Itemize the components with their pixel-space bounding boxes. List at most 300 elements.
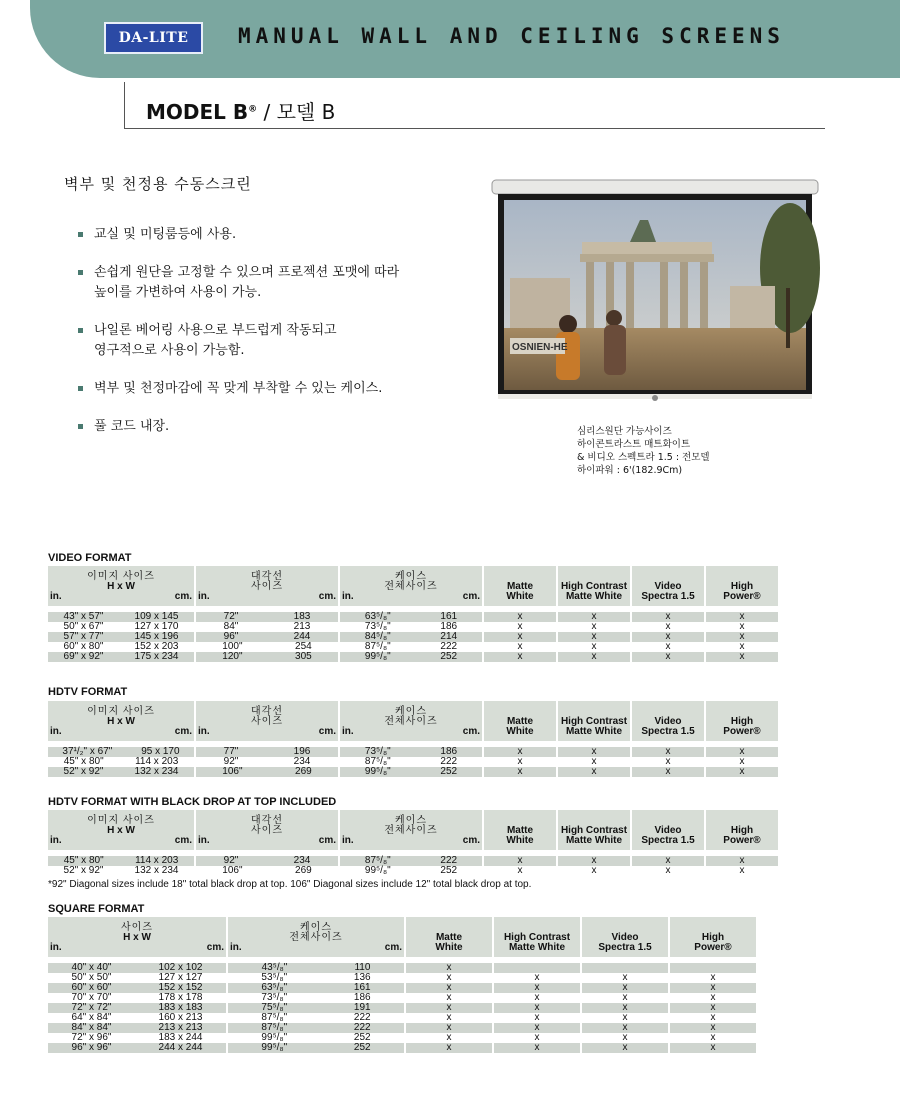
cell-value: 73⁵/₈" bbox=[261, 992, 288, 1003]
availability-cell: x bbox=[558, 856, 630, 866]
video-format-body bbox=[48, 606, 778, 662]
availability-cell: x bbox=[484, 632, 556, 642]
availability-cell: x bbox=[670, 1003, 756, 1013]
col-case bbox=[340, 810, 482, 850]
table-cell bbox=[196, 747, 338, 757]
table-cell bbox=[340, 612, 482, 622]
col-high-power: High Power® bbox=[670, 917, 756, 957]
availability-cell: x bbox=[484, 642, 556, 652]
col-size bbox=[48, 917, 226, 957]
feature-text: 교실 및 미팅룸등에 사용. bbox=[94, 227, 237, 242]
square-bullet-icon bbox=[78, 270, 83, 275]
cell-value: 191 bbox=[353, 1002, 371, 1013]
cell-value: 84" bbox=[223, 621, 239, 632]
col-matte-white: Matte White bbox=[484, 566, 556, 606]
table-cell bbox=[228, 993, 404, 1003]
cell-value: 213 x 213 bbox=[158, 1022, 203, 1033]
availability-cell: x bbox=[558, 612, 630, 622]
cell-value: 305 bbox=[295, 651, 312, 662]
cell-value: 252 bbox=[440, 865, 458, 876]
table-cell bbox=[228, 983, 404, 993]
availability-cell: x bbox=[406, 1033, 492, 1043]
cell-value: 92" bbox=[223, 855, 239, 866]
page-header-title: MANUAL WALL AND CEILING SCREENS bbox=[238, 24, 785, 48]
cell-value: 136 bbox=[353, 972, 371, 983]
col-high-power: High Power® bbox=[706, 701, 778, 741]
availability-cell: x bbox=[484, 767, 556, 777]
availability-cell: x bbox=[706, 622, 778, 632]
cell-value: 161 bbox=[353, 982, 371, 993]
cell-value: 64" x 84" bbox=[71, 1012, 112, 1023]
cell-value: 43" x 57" bbox=[63, 611, 104, 622]
cell-value: 63⁵/₈" bbox=[364, 611, 391, 622]
cell-value: 132 x 234 bbox=[134, 865, 179, 876]
availability-cell: x bbox=[670, 993, 756, 1003]
availability-cell: x bbox=[558, 747, 630, 757]
cell-value: 252 bbox=[353, 1042, 371, 1053]
cell-value: 73⁵/₈" bbox=[364, 746, 391, 757]
availability-cell: x bbox=[494, 1043, 580, 1053]
table-cell bbox=[196, 757, 338, 767]
feature-item bbox=[78, 417, 498, 437]
header-label: H x W bbox=[123, 932, 151, 943]
header-label: in. bbox=[342, 726, 354, 737]
section-title-square: SQUARE FORMAT bbox=[48, 903, 145, 915]
cell-value: 106" bbox=[222, 865, 243, 876]
col-high-contrast: High Contrast Matte White bbox=[558, 566, 630, 606]
col-video-spectra: Video Spectra 1.5 bbox=[582, 917, 668, 957]
feature-text: 나일론 베어링 사용으로 부드럽게 작동되고 영구적으로 사용이 가능함. bbox=[94, 323, 337, 358]
cell-value: 252 bbox=[440, 766, 458, 777]
availability-cell: x bbox=[582, 1033, 668, 1043]
availability-cell: x bbox=[484, 652, 556, 662]
cell-value: 43⁵/₈" bbox=[261, 962, 288, 973]
table-row bbox=[48, 1003, 756, 1013]
cell-value: 269 bbox=[295, 865, 312, 876]
availability-cell: x bbox=[406, 1023, 492, 1033]
cell-value: 87⁵/₈" bbox=[261, 1012, 288, 1023]
cell-value: 57" x 77" bbox=[63, 631, 104, 642]
cell-value: 213 bbox=[293, 621, 311, 632]
cell-value: 269 bbox=[295, 766, 312, 777]
cell-value: 244 bbox=[293, 631, 311, 642]
availability-cell: x bbox=[494, 1033, 580, 1043]
availability-cell: x bbox=[670, 1023, 756, 1033]
availability-cell: x bbox=[494, 983, 580, 993]
table-row bbox=[48, 1013, 756, 1023]
section-title-video: VIDEO FORMAT bbox=[48, 552, 132, 564]
cell-value: 109 x 145 bbox=[134, 611, 179, 622]
header-label: cm. bbox=[174, 591, 192, 602]
cell-value: 72" x 72" bbox=[71, 1002, 112, 1013]
square-bullet-icon bbox=[78, 232, 83, 237]
table-row bbox=[48, 993, 756, 1003]
availability-cell: x bbox=[670, 1013, 756, 1023]
table-cell bbox=[228, 1003, 404, 1013]
cell-value: 96" x 96" bbox=[71, 1042, 112, 1053]
availability-cell: x bbox=[670, 973, 756, 983]
cell-value: 127 x 127 bbox=[158, 972, 203, 983]
header-label: in. bbox=[50, 835, 62, 846]
availability-cell: x bbox=[582, 983, 668, 993]
table-cell bbox=[340, 866, 482, 876]
table-row bbox=[48, 767, 778, 777]
table-cell bbox=[196, 866, 338, 876]
header-label: cm. bbox=[206, 942, 224, 953]
col-video-spectra: Video Spectra 1.5 bbox=[632, 810, 704, 850]
cell-value: 87⁵/₈" bbox=[364, 855, 391, 866]
availability-cell: x bbox=[706, 757, 778, 767]
availability-cell: x bbox=[484, 747, 556, 757]
hdtv-format-body bbox=[48, 741, 778, 777]
cell-value: 234 bbox=[293, 756, 311, 767]
availability-cell: x bbox=[632, 757, 704, 767]
header-label: in. bbox=[198, 726, 210, 737]
cell-value: 120" bbox=[222, 651, 243, 662]
table-cell bbox=[196, 612, 338, 622]
feature-list bbox=[78, 225, 498, 455]
availability-cell: x bbox=[670, 983, 756, 993]
table-cell bbox=[48, 652, 194, 662]
header-label: in. bbox=[342, 591, 354, 602]
cell-value: 75⁵/₈" bbox=[261, 1002, 288, 1013]
col-case bbox=[228, 917, 404, 957]
col-high-power: High Power® bbox=[706, 810, 778, 850]
header-label: cm. bbox=[384, 942, 402, 953]
square-bullet-icon bbox=[78, 424, 83, 429]
availability-cell: x bbox=[582, 973, 668, 983]
availability-cell: x bbox=[706, 642, 778, 652]
cell-value: 222 bbox=[353, 1022, 371, 1033]
model-korean: / 모델 B bbox=[257, 100, 336, 124]
col-high-contrast: High Contrast Matte White bbox=[558, 810, 630, 850]
col-diagonal bbox=[196, 566, 338, 606]
availability-cell: x bbox=[494, 1013, 580, 1023]
registered-mark: ® bbox=[248, 104, 258, 115]
col-diagonal bbox=[196, 701, 338, 741]
header-label: 케이스 전체사이즈 bbox=[384, 706, 438, 727]
availability-cell: x bbox=[406, 1043, 492, 1053]
table-cell bbox=[196, 642, 338, 652]
cell-value: 244 x 244 bbox=[158, 1042, 203, 1053]
col-case bbox=[340, 701, 482, 741]
cell-value: 222 bbox=[440, 641, 458, 652]
availability-cell: x bbox=[582, 1013, 668, 1023]
availability-cell: x bbox=[632, 866, 704, 876]
table-row bbox=[48, 963, 756, 973]
cell-value: 72" x 96" bbox=[71, 1032, 112, 1043]
header-label: in. bbox=[230, 942, 242, 953]
header-label: 케이스 전체사이즈 bbox=[384, 571, 438, 592]
table-row bbox=[48, 1033, 756, 1043]
availability-cell: x bbox=[582, 1043, 668, 1053]
col-video-spectra: Video Spectra 1.5 bbox=[632, 701, 704, 741]
cell-value: 84⁵/₈" bbox=[364, 631, 391, 642]
cell-value: 53⁵/₈" bbox=[261, 972, 288, 983]
cell-value: 96" bbox=[223, 631, 239, 642]
cell-value: 152 x 152 bbox=[158, 982, 203, 993]
cell-value: 60" x 80" bbox=[63, 641, 104, 652]
cell-value: 50" x 67" bbox=[63, 621, 104, 632]
header-label: cm. bbox=[174, 835, 192, 846]
cell-value: 52" x 92" bbox=[63, 865, 104, 876]
availability-cell: x bbox=[582, 993, 668, 1003]
availability-cell: x bbox=[484, 622, 556, 632]
table-cell bbox=[48, 1043, 226, 1053]
availability-cell: x bbox=[406, 993, 492, 1003]
availability-cell: x bbox=[558, 622, 630, 632]
table-row bbox=[48, 866, 778, 876]
cell-value: 214 bbox=[440, 631, 458, 642]
table-cell bbox=[340, 856, 482, 866]
square-bullet-icon bbox=[78, 328, 83, 333]
footnote: *92" Diagonal sizes include 18" total black drop at top. 106" Diagonal sizes include 12" total black drop at top. bbox=[48, 879, 532, 890]
availability-cell: x bbox=[558, 632, 630, 642]
cell-value: 127 x 170 bbox=[134, 621, 179, 632]
cell-value: 152 x 203 bbox=[134, 641, 179, 652]
availability-cell: x bbox=[706, 856, 778, 866]
availability-cell: x bbox=[632, 767, 704, 777]
cell-value: 87⁵/₈" bbox=[261, 1022, 288, 1033]
da-lite-logo: DA-LITE bbox=[104, 22, 203, 54]
availability-cell: x bbox=[484, 757, 556, 767]
table-cell bbox=[48, 767, 194, 777]
availability-cell: x bbox=[582, 1023, 668, 1033]
cell-value: 99⁵/₈" bbox=[364, 865, 391, 876]
cell-value: 73⁵/₈" bbox=[364, 621, 391, 632]
availability-cell: x bbox=[494, 1003, 580, 1013]
availability-cell: x bbox=[494, 1023, 580, 1033]
feature-text: 벽부 및 천정마감에 꼭 맞게 부착할 수 있는 케이스. bbox=[94, 381, 383, 396]
availability-cell: x bbox=[406, 1013, 492, 1023]
availability-cell: x bbox=[494, 993, 580, 1003]
table-cell bbox=[340, 767, 482, 777]
table-cell bbox=[228, 963, 404, 973]
col-matte-white: Matte White bbox=[484, 810, 556, 850]
table-cell bbox=[196, 652, 338, 662]
cell-value: 161 bbox=[440, 611, 458, 622]
cell-value: 87⁵/₈" bbox=[364, 641, 391, 652]
header-label: 케이스 전체사이즈 bbox=[384, 815, 438, 836]
screen-product-photo bbox=[490, 178, 820, 403]
table-cell bbox=[340, 652, 482, 662]
availability-cell: x bbox=[494, 973, 580, 983]
header-label: in. bbox=[50, 942, 62, 953]
square-format-table bbox=[46, 917, 758, 1053]
availability-cell: x bbox=[632, 652, 704, 662]
cell-value: 99⁵/₈" bbox=[364, 766, 391, 777]
cell-value: 60" x 60" bbox=[71, 982, 112, 993]
header-label: cm. bbox=[318, 591, 336, 602]
cell-value: 178 x 178 bbox=[158, 992, 203, 1003]
cell-value: 95 x 170 bbox=[141, 746, 180, 757]
cell-value: 145 x 196 bbox=[134, 631, 179, 642]
header-label: cm. bbox=[318, 835, 336, 846]
table-row bbox=[48, 652, 778, 662]
cell-value: 114 x 203 bbox=[135, 756, 179, 767]
availability-cell: x bbox=[406, 963, 492, 973]
hdtv-format-table bbox=[46, 701, 780, 777]
col-diagonal bbox=[196, 810, 338, 850]
header-label: 대각선 사이즈 bbox=[251, 815, 283, 836]
header-label: in. bbox=[198, 835, 210, 846]
availability-cell: x bbox=[582, 1003, 668, 1013]
cell-value: 196 bbox=[293, 746, 311, 757]
col-image-size bbox=[48, 566, 194, 606]
table-cell bbox=[228, 973, 404, 983]
availability-cell: x bbox=[706, 652, 778, 662]
table-cell bbox=[228, 1023, 404, 1033]
header-label: H x W bbox=[107, 716, 135, 727]
table-cell bbox=[196, 632, 338, 642]
cell-value: 183 bbox=[293, 611, 311, 622]
availability-cell: x bbox=[670, 1033, 756, 1043]
availability-cell: x bbox=[484, 856, 556, 866]
table-row bbox=[48, 973, 756, 983]
hdtv-drop-body bbox=[48, 850, 778, 876]
cell-value: 77" bbox=[223, 746, 239, 757]
cell-value: 102 x 102 bbox=[158, 962, 203, 973]
table-cell bbox=[340, 622, 482, 632]
availability-cell: x bbox=[706, 767, 778, 777]
header-label: cm. bbox=[174, 726, 192, 737]
availability-cell: x bbox=[406, 983, 492, 993]
header-label: in. bbox=[342, 835, 354, 846]
header-label: 이미지 사이즈 bbox=[87, 815, 155, 826]
model-title bbox=[146, 96, 335, 125]
feature-item bbox=[78, 263, 498, 303]
availability-cell: x bbox=[706, 612, 778, 622]
availability-cell: x bbox=[632, 856, 704, 866]
table-cell bbox=[48, 866, 194, 876]
cell-value: 99⁵/₈" bbox=[261, 1042, 288, 1053]
header-label: cm. bbox=[318, 726, 336, 737]
availability-cell: x bbox=[558, 767, 630, 777]
cell-value: 37¹/₂" x 67" bbox=[62, 746, 113, 757]
cell-value: 87⁵/₈" bbox=[364, 756, 391, 767]
table-cell bbox=[196, 767, 338, 777]
model-name: MODEL B bbox=[146, 100, 249, 124]
availability-cell: x bbox=[706, 747, 778, 757]
col-high-contrast: High Contrast Matte White bbox=[558, 701, 630, 741]
availability-cell: x bbox=[632, 747, 704, 757]
table-cell bbox=[340, 757, 482, 767]
cell-value: 69" x 92" bbox=[63, 651, 104, 662]
header-label: cm. bbox=[462, 835, 480, 846]
header-label: 대각선 사이즈 bbox=[251, 571, 283, 592]
header-label: cm. bbox=[462, 591, 480, 602]
cell-value: 186 bbox=[440, 746, 458, 757]
cell-value: 252 bbox=[353, 1032, 371, 1043]
header-label: H x W bbox=[107, 581, 135, 592]
cell-value: 234 bbox=[293, 855, 311, 866]
availability-cell: x bbox=[406, 1003, 492, 1013]
cell-value: 84" x 84" bbox=[71, 1022, 112, 1033]
hdtv-drop-table bbox=[46, 810, 780, 876]
availability-cell: x bbox=[670, 1043, 756, 1053]
cell-value: 186 bbox=[353, 992, 371, 1003]
cell-value: 70" x 70" bbox=[71, 992, 112, 1003]
header-label: 대각선 사이즈 bbox=[251, 706, 283, 727]
cell-value: 40" x 40" bbox=[71, 962, 112, 973]
product-subtitle: 벽부 및 천정용 수동스크린 bbox=[64, 175, 252, 193]
feature-text: 손쉽게 원단을 고정할 수 있으며 프로젝션 포맷에 따라 높이를 가변하여 사용이 가능. bbox=[94, 265, 400, 300]
col-image-size bbox=[48, 701, 194, 741]
cell-value: 45" x 80" bbox=[63, 855, 104, 866]
col-video-spectra: Video Spectra 1.5 bbox=[632, 566, 704, 606]
cell-value: 92" bbox=[223, 756, 239, 767]
table-cell bbox=[228, 1013, 404, 1023]
header-label: 케이스 전체사이즈 bbox=[289, 922, 343, 943]
col-high-contrast: High Contrast Matte White bbox=[494, 917, 580, 957]
col-matte-white: Matte White bbox=[484, 701, 556, 741]
availability-cell: x bbox=[558, 642, 630, 652]
col-high-power: High Power® bbox=[706, 566, 778, 606]
availability-cell: x bbox=[632, 612, 704, 622]
availability-cell: x bbox=[632, 642, 704, 652]
cell-value: 175 x 234 bbox=[134, 651, 179, 662]
cell-value: 183 x 244 bbox=[158, 1032, 203, 1043]
cell-value: 110 bbox=[354, 962, 371, 973]
header-label: in. bbox=[198, 591, 210, 602]
feature-text: 풀 코드 내장. bbox=[94, 419, 170, 434]
feature-item bbox=[78, 321, 498, 361]
header-label: H x W bbox=[107, 825, 135, 836]
cell-value: 183 x 183 bbox=[158, 1002, 203, 1013]
availability-cell: x bbox=[706, 632, 778, 642]
photo-caption: 심리스원단 가능사이즈 하이콘트라스트 매트화이트 & 비디오 스펙트라 1.5 : 전모델 하이파워 : 6'(182.9Cm) bbox=[577, 426, 710, 476]
availability-cell: x bbox=[484, 612, 556, 622]
square-format-body bbox=[48, 957, 756, 1053]
table-cell bbox=[196, 856, 338, 866]
cell-value: 160 x 213 bbox=[158, 1012, 203, 1023]
cell-value: 99⁵/₈" bbox=[261, 1032, 288, 1043]
header-label: in. bbox=[50, 726, 62, 737]
table-row bbox=[48, 1043, 756, 1053]
table-cell bbox=[196, 622, 338, 632]
availability-cell: x bbox=[406, 973, 492, 983]
cell-value: 114 x 203 bbox=[135, 855, 179, 866]
cell-value: 99⁵/₈" bbox=[364, 651, 391, 662]
col-image-size bbox=[48, 810, 194, 850]
cell-value: 50" x 50" bbox=[71, 972, 112, 983]
cell-value: 52" x 92" bbox=[63, 766, 104, 777]
availability-cell: x bbox=[632, 622, 704, 632]
availability-cell: x bbox=[632, 632, 704, 642]
feature-item bbox=[78, 225, 498, 245]
section-title-hdtv-drop: HDTV FORMAT WITH BLACK DROP AT TOP INCLUDED bbox=[48, 796, 337, 808]
table-cell bbox=[228, 1033, 404, 1043]
table-cell bbox=[228, 1043, 404, 1053]
feature-item bbox=[78, 379, 498, 399]
cell-value: 132 x 234 bbox=[134, 766, 179, 777]
section-title-hdtv: HDTV FORMAT bbox=[48, 686, 128, 698]
video-format-table bbox=[46, 566, 780, 662]
header-label: 사이즈 bbox=[121, 922, 153, 933]
cell-value: 186 bbox=[440, 621, 458, 632]
table-row bbox=[48, 983, 756, 993]
cell-value: 45" x 80" bbox=[63, 756, 104, 767]
table-cell bbox=[340, 747, 482, 757]
cell-value: 222 bbox=[353, 1012, 371, 1023]
cell-value: 252 bbox=[440, 651, 458, 662]
cell-value: 100" bbox=[222, 641, 243, 652]
cell-value: 254 bbox=[295, 641, 312, 652]
cell-value: 222 bbox=[440, 756, 458, 767]
table-cell bbox=[340, 642, 482, 652]
availability-cell: x bbox=[558, 757, 630, 767]
table-row bbox=[48, 1023, 756, 1033]
